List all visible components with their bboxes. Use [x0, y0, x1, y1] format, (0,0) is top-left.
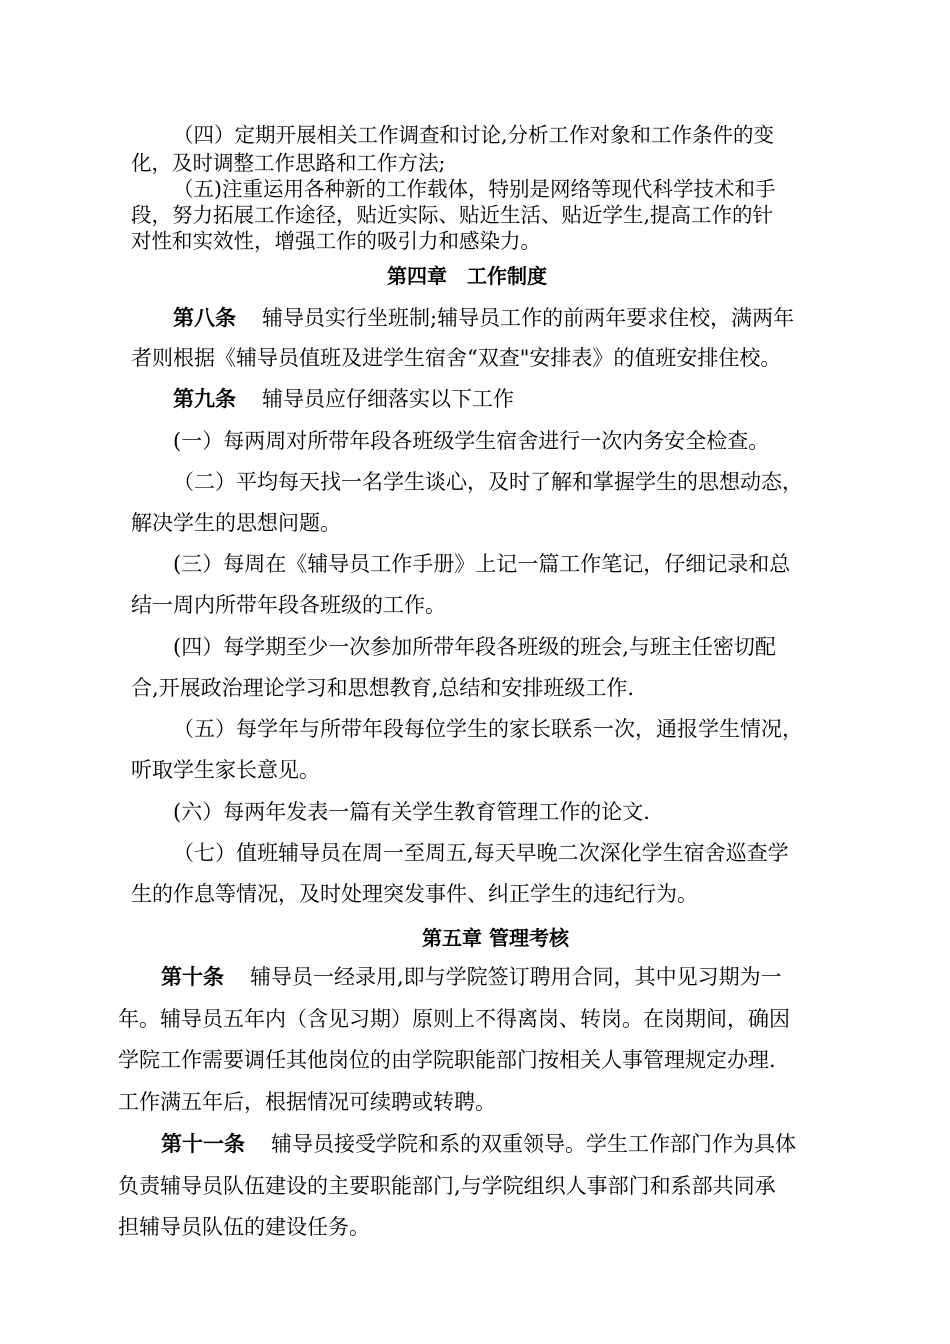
- article-line: [161, 1131, 796, 1157]
- article-label: 第九条: [173, 387, 236, 411]
- article-text: 辅导员一经录用,即与学院签订聘用合同，其中见习期为一: [250, 965, 782, 989]
- list-item: (六）每两年发表一篇有关学生教育管理工作的论文.: [173, 800, 650, 824]
- list-item: （七）值班辅导员在周一至周五,每天早晚二次深化学生宿舍巡查学: [173, 841, 789, 865]
- text-line: 生的作息等情况，及时处理突发事件、纠正学生的违纪行为。: [131, 882, 698, 906]
- text-line: 年。辅导员五年内（含见习期）原则上不得离岗、转岗。在岗期间，确因: [118, 1007, 790, 1031]
- text-line: 合,开展政治理论学习和思想教育,总结和安排班级工作.: [131, 676, 635, 700]
- list-item: (三）每周在《辅导员工作手册》上记一篇工作笔记，仔细记录和总: [173, 552, 791, 576]
- chapter-title: 第四章 工作制度: [387, 264, 547, 288]
- text-line: （五)注重运用各种新的工作载体，特别是网络等现代科学技术和手: [173, 177, 776, 201]
- text-line: 负责辅导员队伍建设的主要职能部门,与学院组织人事部门和系部共同承: [118, 1174, 776, 1198]
- text-line: 对性和实效性，增强工作的吸引力和感染力。: [131, 229, 541, 253]
- text-line: 听取学生家长意见。: [131, 758, 320, 782]
- article-line: [173, 305, 794, 331]
- text-line: （四）定期开展相关工作调查和讨论,分析工作对象和工作条件的变: [173, 123, 775, 147]
- article-9: [173, 386, 514, 412]
- list-item: (一）每两周对所带年段各班级学生宿舍进行一次内务安全检查。: [173, 429, 770, 453]
- text-line: 工作满五年后，根据情况可续聘或转聘。: [118, 1090, 496, 1114]
- list-item: (四）每学期至少一次参加所带年段各班级的班会,与班主任密切配: [173, 635, 776, 659]
- text-line: 结一周内所带年段各班级的工作。: [131, 593, 446, 617]
- list-item: （二）平均每天找一名学生谈心，及时了解和掌握学生的思想动态，: [173, 470, 803, 494]
- article-text: 辅导员接受学院和系的双重领导。学生工作部门作为具体: [271, 1132, 796, 1156]
- article-label: 第十条: [161, 965, 224, 989]
- text-line: 担辅导员队伍的建设任务。: [118, 1215, 370, 1239]
- article-label: 第八条: [173, 306, 236, 330]
- text-line: 段，努力拓展工作途径，贴近实际、贴近生活、贴近学生,提高工作的针: [131, 203, 774, 227]
- article-label: 第十一条: [161, 1132, 245, 1156]
- text-line: 解决学生的思想问题。: [131, 511, 341, 535]
- article-text: 辅导员应仔细落实以下工作: [262, 387, 514, 411]
- text-line: 学院工作需要调任其他岗位的由学院职能部门按相关人事管理规定办理.: [118, 1048, 776, 1072]
- article-line: [161, 964, 782, 990]
- article-text: 辅导员实行坐班制;辅导员工作的前两年要求住校，满两年: [262, 306, 795, 330]
- list-item: （五）每学年与所带年段每位学生的家长联系一次，通报学生情况，: [173, 717, 803, 741]
- chapter-title: 第五章 管理考核: [422, 926, 569, 950]
- text-line: 者则根据《辅导员值班及进学生宿舍“双查"安排表》的值班安排住校。: [131, 346, 782, 370]
- text-line: 化，及时调整工作思路和工作方法;: [131, 151, 446, 175]
